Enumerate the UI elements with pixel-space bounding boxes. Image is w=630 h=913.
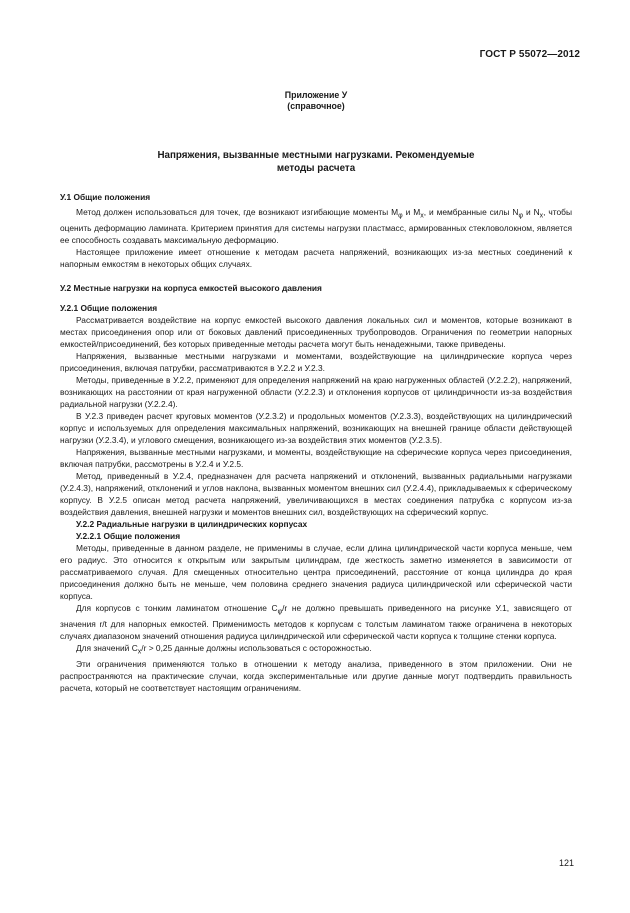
page-number: 121 xyxy=(558,858,574,869)
annex-header xyxy=(60,90,572,113)
section-heading-u221: У.2.2.1 Общие положения xyxy=(76,531,181,542)
standard-code: ГОСТ Р 55072—2012 xyxy=(479,49,580,60)
paragraph-u21-1: Рассматривается воздействие на корпус емкостей высокого давления локальных сил и моментов, которые возникают в местах присоединения опор или от боковых давлений присоединенных трубопроводов. Ограничения по геометрии напорных емкостей/присоединений, без которых приведенные методы расчета могут быть ненадежными, также приведены. xyxy=(60,315,572,350)
paragraph-u21-3: Методы, приведенные в У.2.2, применяют для определения напряжений на краю нагруженных областей (У.2.2.2), напряжений, возникающих на расстоянии от края нагруженной области (У.2.2.3) и отклонения корпусов от цилиндричности из-за воздействия радиальной нагрузки (У.2.2.4). xyxy=(60,375,572,410)
section-heading-u1: У.1 Общие положения xyxy=(60,192,151,203)
section-heading-u2: У.2 Местные нагрузки на корпуса емкостей высокого давления xyxy=(60,283,322,294)
section-heading-u22: У.2.2 Радиальные нагрузки в цилиндрических корпусах xyxy=(76,519,308,530)
annex-subtitle: (справочное) xyxy=(287,101,345,112)
document-title-line1: Напряжения, вызванные местными нагрузками. Рекомендуемые xyxy=(157,149,475,161)
paragraph-u221-2: Для корпусов с тонким ламинатом отношение $C_\varphi/r$ не должно превышать приведенного на рисунке У.1, зависящего от значения r/t для напорных емкостей. Применимость методов к корпусам с толстым ламинатом также ограничена в некоторых случаях диапазоном значений отношения радиуса цилиндрической или сферической части корпуса к толщине стенки корпуса. xyxy=(60,603,572,642)
paragraph-u221-1: Методы, приведенные в данном разделе, не применимы в случае, если длина цилиндрической части корпуса меньше, чем его радиус. Это относится к открытым или закрытым цилиндрам, где жесткость заметно изменяется в зависимости от рассматриваемого случая. Для смещенных относительно центра присоединений, расстояние от конца цилиндра до края присоединения должно быть не меньше, чем половина среднего значения радиуса цилиндрической или сферической части корпуса. xyxy=(60,543,572,602)
paragraph-u1-1: Метод должен использоваться для точек, где возникают изгибающие моменты $M_\varphi$ и $M_x$, и мембранные силы $N_\varphi$ и $N_x$, чтобы оценить деформацию ламината. Критерием принятия для системы нагрузки пластмасс, армированных стекловолокном, является ее способность создавать максимальную деформацию. xyxy=(60,207,572,245)
section-heading-u21: У.2.1 Общие положения xyxy=(60,303,158,314)
paragraph-u21-4: В У.2.3 приведен расчет круговых моментов (У.2.3.2) и продольных моментов (У.2.3.3), воздействующих на цилиндрический корпус и используемых для определения максимальных напряжений, возникающих на внешней границе области действующей нагрузки (У.2.3.4), и углового смещения, возникающего из-за воздействия этих моментов (У.2.3.5). xyxy=(60,411,572,446)
paragraph-u21-5: Напряжения, вызванные местными нагрузками, и моменты, воздействующие на сферические корпуса через присоединения, включая патрубки, рассмотрены в У.2.4 и У.2.5. xyxy=(60,447,572,470)
paragraph-u1-2: Настоящее приложение имеет отношение к методам расчета напряжений, возникающих из-за местных соединений к напорным емкостям в некоторых общих случаях. xyxy=(60,247,572,270)
annex-title: Приложение У xyxy=(284,90,348,100)
paragraph-u21-6: Метод, приведенный в У.2.4, предназначен для расчета напряжений и отклонений, вызванных радиальными нагрузками (У.2.4.3), напряжений, отклонений и углов наклона, вызванных моментом внешних сил (У.2.4.4), прикладываемых к сферическому корпусу. В У.2.5 описан метод расчета напряжений, увеличивающихся в местах соединения патрубка с корпусом из-за воздействия давления, внешней нагрузки и моментов внешних сил, воздействующих на сферический корпус. xyxy=(60,471,572,518)
document-title-line2: методы расчета xyxy=(276,163,356,175)
document-title xyxy=(60,149,572,175)
paragraph-u221-3: Для значений $C_x/r > 0,25$ данные должны использоваться с осторожностью. xyxy=(76,643,372,656)
paragraph-u221-4: Эти ограничения применяются только в отношении к методу анализа, приведенного в этом приложении. Они не распространяются на практические случаи, когда экспериментальные или другие данные могут подтвердить правильность расчета, который не соответствует настоящим ограничениям. xyxy=(60,658,572,693)
paragraph-u21-2: Напряжения, вызванные местными нагрузками и моментами, воздействующие на цилиндрические корпуса через присоединения, включая патрубки, рассматриваются в У.2.2 и У.2.3. xyxy=(60,351,572,374)
